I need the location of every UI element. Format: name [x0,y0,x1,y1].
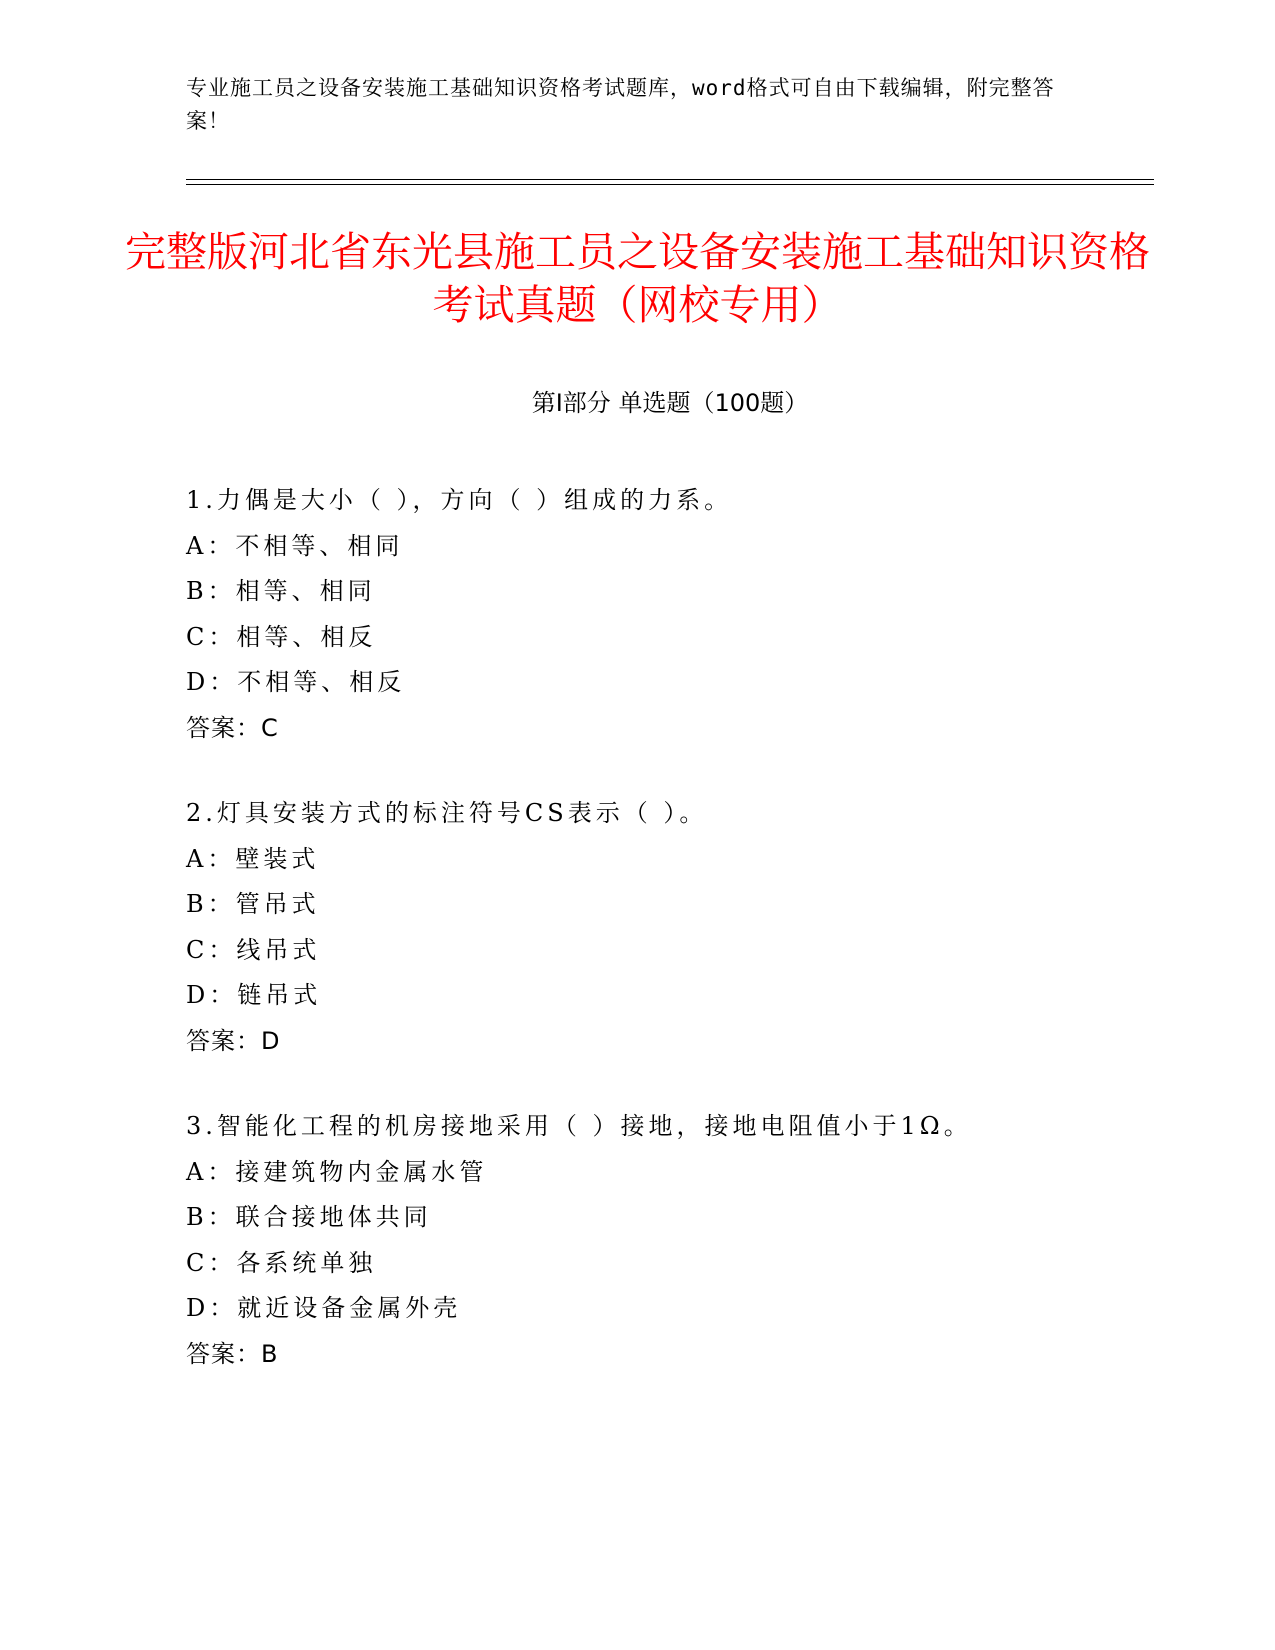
question-text: 2.灯具安装方式的标注符号CS表示（ ）。 [186,799,708,827]
option-b: B：管吊式 [186,890,320,918]
answer-line: 答案：D [186,1026,281,1055]
question-item [186,791,1154,1064]
option-b: B：相等、相同 [186,577,376,605]
question-text: 1.力偶是大小（ ），方向（ ）组成的力系。 [186,486,733,514]
header-divider-bottom [186,184,1154,185]
document-title: 完整版河北省东光县施工员之设备安装施工基础知识资格考试真题（网校专用） [125,228,1150,329]
option-b: B：联合接地体共同 [186,1203,432,1231]
option-d: D：就近设备金属外壳 [186,1294,462,1322]
header-divider-top [186,179,1154,180]
option-a: A：接建筑物内金属水管 [186,1157,488,1186]
answer-line: 答案：C [186,713,279,742]
header-note: 专业施工员之设备安装施工基础知识资格考试题库，word格式可自由下载编辑，附完整答案！ [186,76,1055,133]
question-text: 3.智能化工程的机房接地采用（ ）接地，接地电阻值小于1Ω。 [186,1112,972,1140]
option-c: C：各系统单独 [186,1248,377,1277]
answer-line: 答案：B [186,1339,279,1368]
question-item [186,1104,1154,1377]
option-c: C：相等、相反 [186,622,377,651]
question-item [186,478,1154,751]
section-heading: 第I部分 单选题（100题） [531,389,809,417]
option-a: A：不相等、相同 [186,531,404,560]
option-c: C：线吊式 [186,935,321,964]
question-list [186,478,1154,1417]
option-d: D：不相等、相反 [186,668,406,696]
option-d: D：链吊式 [186,981,322,1009]
option-a: A：壁装式 [186,844,320,873]
